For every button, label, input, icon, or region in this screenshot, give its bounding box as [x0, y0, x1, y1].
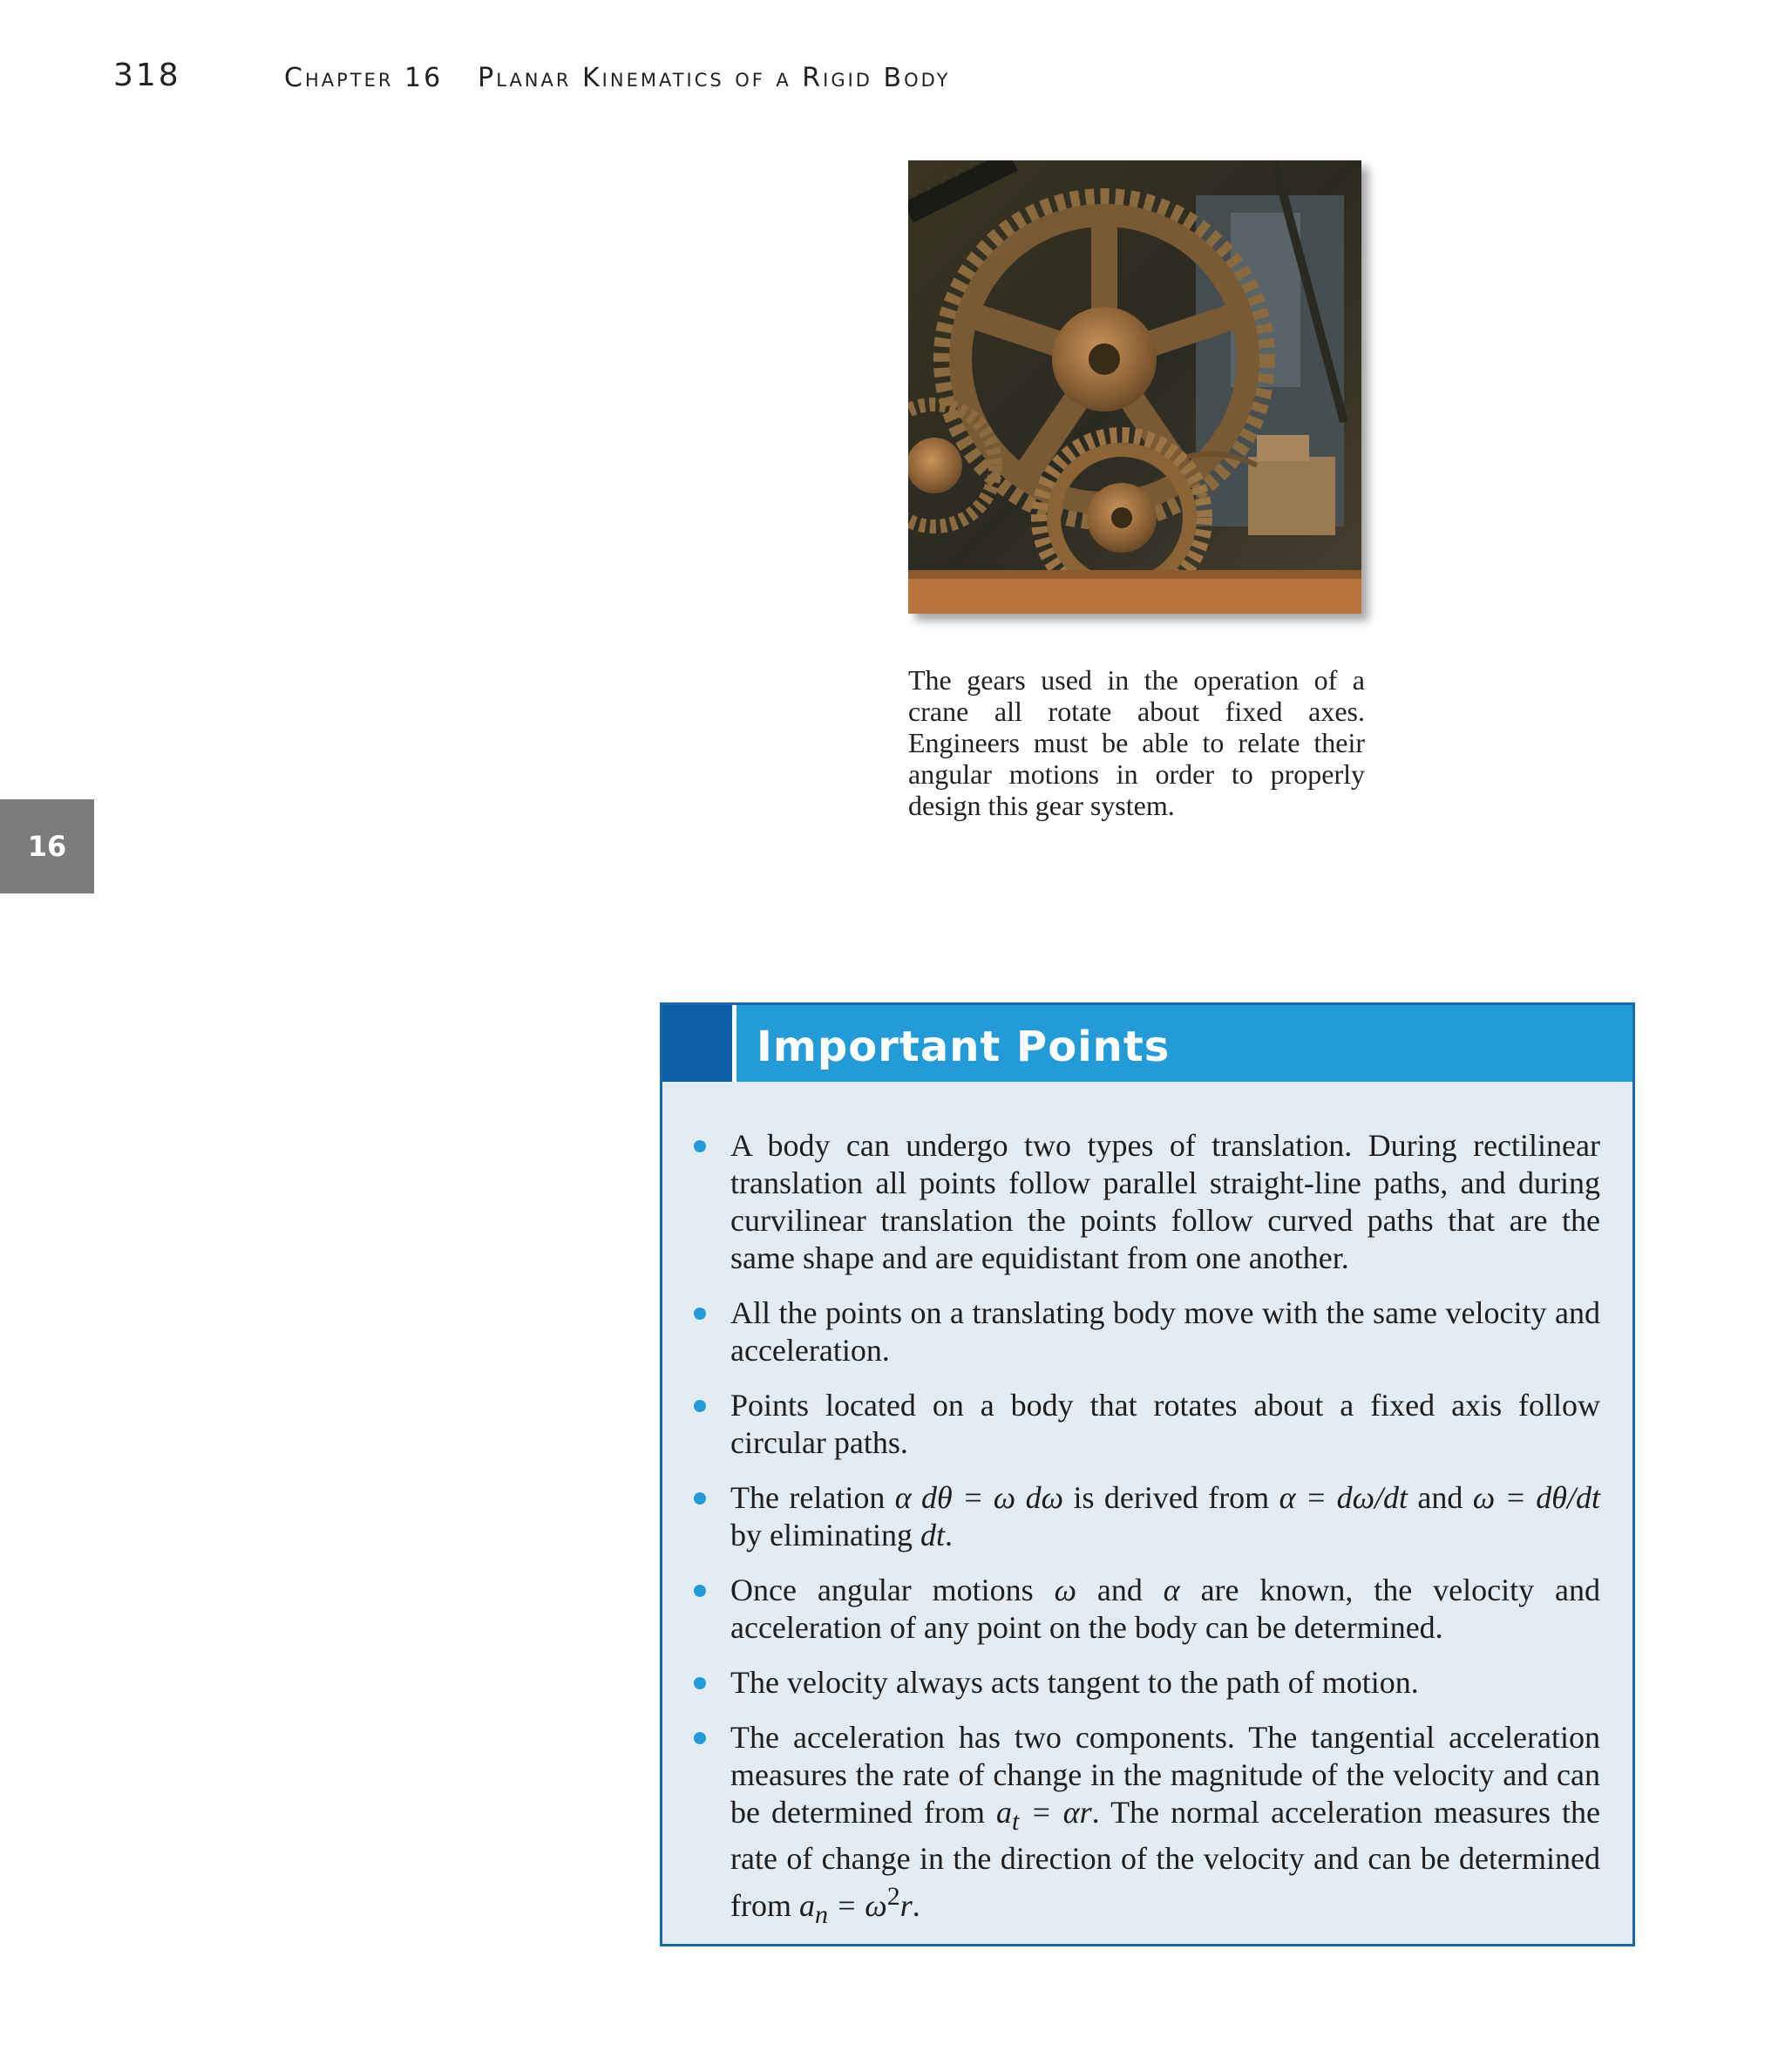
bullet-icon — [694, 1492, 706, 1505]
math-tangential-a: a — [996, 1795, 1013, 1830]
box-header — [662, 1005, 1632, 1082]
math-normal-a: a — [798, 1888, 815, 1924]
math-normal-rhs: = ω — [827, 1888, 887, 1924]
math-relation: α dθ = ω dω — [894, 1480, 1064, 1515]
bullet-icon — [694, 1400, 706, 1412]
list-item: All the points on a translating body move with the same velocity and acceleration. — [694, 1294, 1600, 1369]
list-item: The acceleration has two components. The tangential acceleration measures the rate of change in the magnitude of the velocity and can be determined from $a_t = \alpha r$. The normal acceleration measures the rate of change in the direction of the velocity and can be determined from $a_n = \omega^2r$. — [694, 1719, 1600, 1933]
running-head — [284, 63, 950, 93]
list-item: A body can undergo two types of translation. During rectilinear translation all points follow parallel straight-line paths, and during curvilinear translation the points follow curved paths that are the same shape and are equidistant from one another. — [694, 1127, 1600, 1277]
math-alpha-definition: α = dω/dt — [1279, 1480, 1408, 1515]
chapter-title: Planar Kinematics of a Rigid Body — [478, 63, 951, 93]
list-item: The velocity always acts tangent to the path of motion. — [694, 1664, 1600, 1702]
important-points-box — [660, 1002, 1635, 1946]
bullet-icon — [694, 1732, 706, 1744]
math-dt: dt — [920, 1518, 945, 1552]
math-omega-definition: ω = dθ/dt — [1472, 1480, 1600, 1515]
math-omega: ω — [1054, 1573, 1077, 1607]
figure-caption: The gears used in the operation of a crane all rotate about fixed axes. Engineers must be able to relate their angular motions in order to properly design this gear system. — [908, 664, 1365, 821]
header-divider — [732, 1005, 736, 1082]
crane-gears-photo — [908, 160, 1361, 614]
box-title: Important Points — [757, 1022, 1171, 1071]
gear-illustration — [908, 160, 1361, 614]
list-item: Once angular motions ω and α are known, the velocity and acceleration of any point on the body can be determined. — [694, 1572, 1600, 1647]
bullet-icon — [694, 1140, 706, 1152]
points-list — [694, 1127, 1600, 1951]
chapter-label: Chapter 16 — [284, 63, 444, 93]
chapter-tab: 16 — [0, 799, 94, 893]
page-number: 318 — [113, 58, 181, 93]
list-item: The relation α dθ = ω dω is derived from α = dω/dt and ω = dθ/dt by eliminating dt. — [694, 1479, 1600, 1554]
bullet-icon — [694, 1677, 706, 1689]
bullet-icon — [694, 1308, 706, 1320]
header-accent-block — [662, 1005, 732, 1082]
bullet-icon — [694, 1585, 706, 1597]
list-item: Points located on a body that rotates about a fixed axis follow circular paths. — [694, 1387, 1600, 1462]
math-tangential-rhs: = αr — [1019, 1795, 1092, 1830]
math-alpha: α — [1163, 1573, 1180, 1607]
